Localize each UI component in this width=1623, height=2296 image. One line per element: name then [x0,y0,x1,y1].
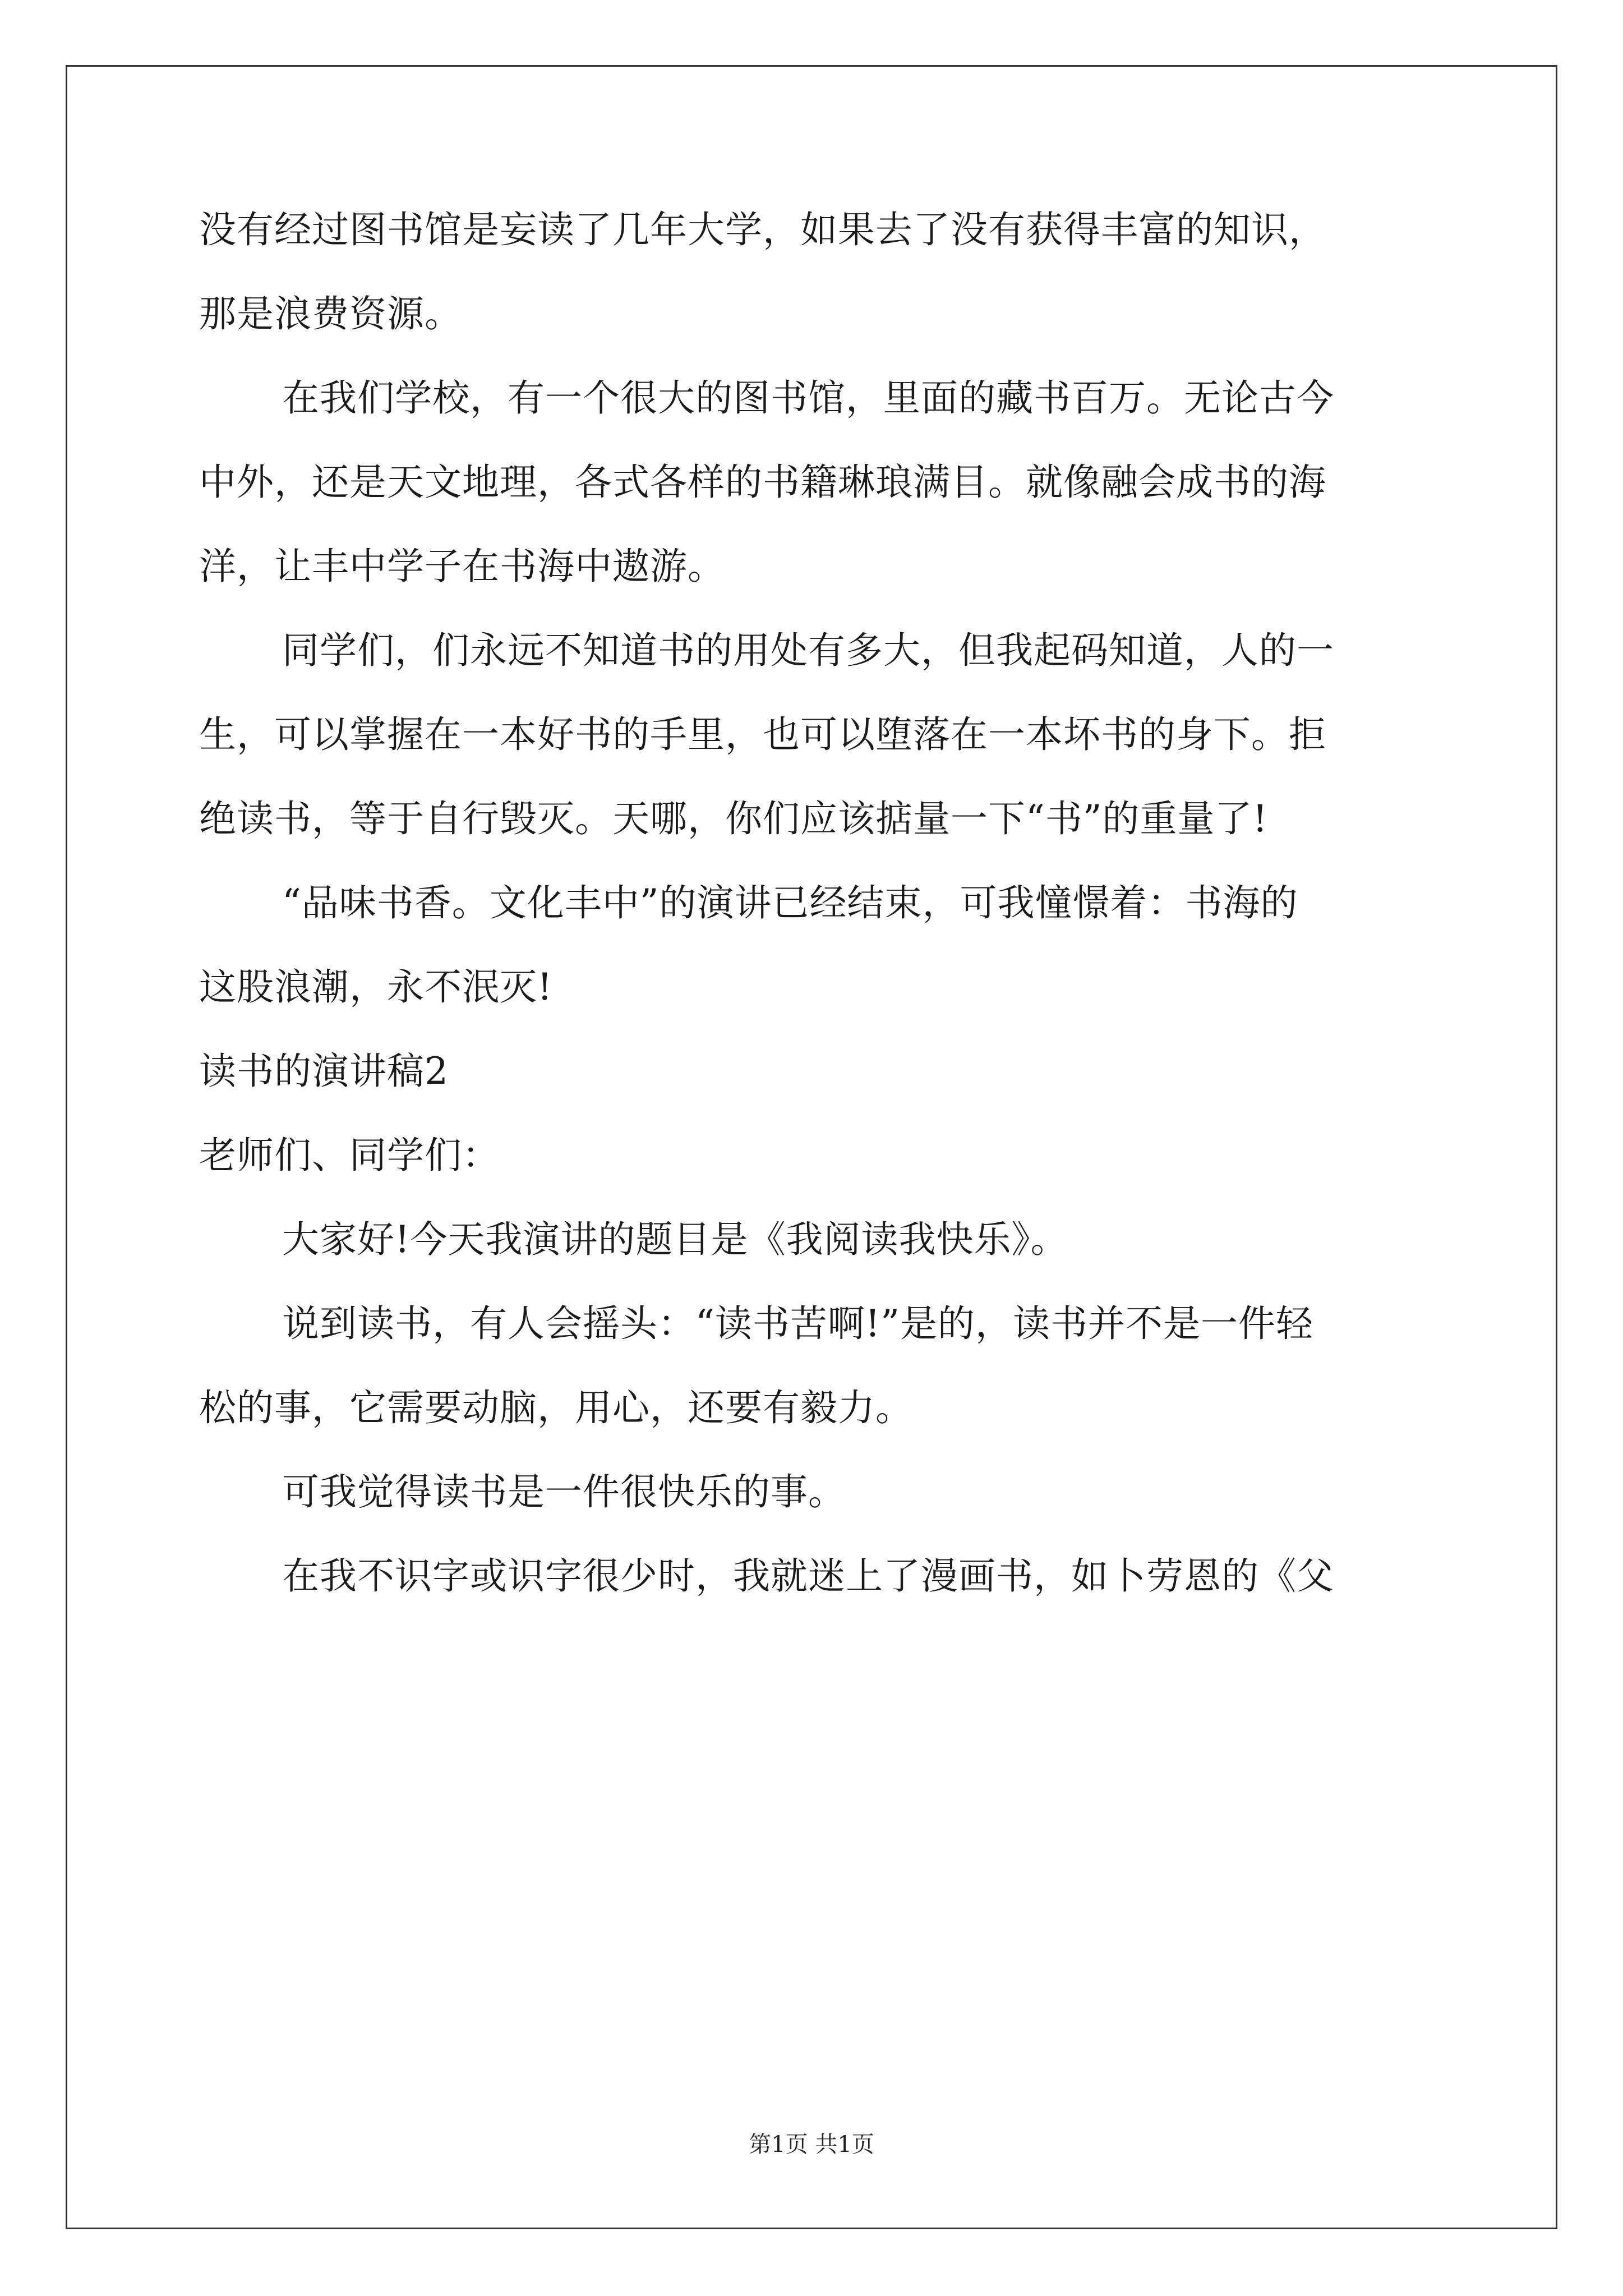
paragraph-line: 同学们，们永远不知道书的用处有多大，但我起码知道，人的一 [282,629,1334,672]
paragraph-line: 可我觉得读书是一件很快乐的事。 [282,1470,846,1513]
paragraph-line: “品味书香。文化丰中”的演讲已经结束，可我憧憬着：书海的 [282,881,1298,924]
paragraph-line: 在我不识字或识字很少时，我就迷上了漫画书，如卜劳恩的《父 [282,1554,1334,1598]
salutation: 老师们、同学们： [199,1134,500,1177]
paragraph-line: 生，可以掌握在一本好书的手里，也可以堕落在一本坏书的身下。拒 [199,713,1326,756]
paragraph-line: 那是浪费资源。 [199,292,462,335]
section-heading: 读书的演讲稿2 [199,1050,449,1093]
paragraph-line: 中外，还是天文地理，各式各样的书籍琳琅满目。就像融会成书的海 [199,461,1326,504]
paragraph-line: 没有经过图书馆是妄读了几年大学，如果去了没有获得丰富的知识， [199,208,1326,251]
paragraph-line: 绝读书，等于自行毁灭。天哪，你们应该掂量一下“书”的重量了! [199,797,1269,840]
paragraph-line: 大家好!今天我演讲的题目是《我阅读我快乐》。 [282,1218,1068,1261]
paragraph-line: 这股浪潮，永不泯灭! [199,965,553,1009]
paragraph-line: 在我们学校，有一个很大的图书馆，里面的藏书百万。无论古今 [282,376,1334,420]
paragraph-line: 松的事，它需要动脑，用心，还要有毅力。 [199,1386,913,1429]
paragraph-line: 说到读书，有人会摇头：“读书苦啊!”是的，读书并不是一件轻 [282,1302,1314,1345]
page-footer: 第1页 共1页 [749,2132,874,2157]
paragraph-line: 洋，让丰中学子在书海中遨游。 [199,545,725,588]
